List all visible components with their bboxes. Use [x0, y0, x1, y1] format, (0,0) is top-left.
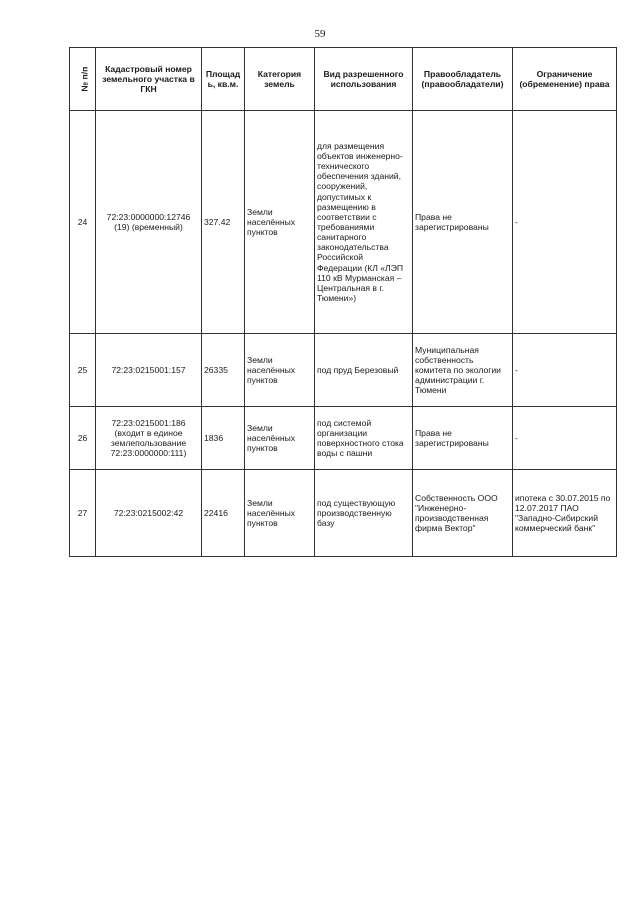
permitted-use: под пруд Березовый	[315, 334, 413, 407]
land-category: Земли населённых пунктов	[245, 407, 315, 470]
header-area: Площадь, кв.м.	[202, 48, 245, 111]
permitted-use: под существующую производственную базу	[315, 470, 413, 557]
row-number: 25	[70, 334, 96, 407]
permitted-use: под системой организации поверхностного стока воды с пашни	[315, 407, 413, 470]
table-row	[70, 111, 617, 334]
cadastral-number: 72:23:0215002:42	[96, 470, 202, 557]
header-category: Категория земель	[245, 48, 315, 111]
table-row	[70, 470, 617, 557]
area-value: 327.42	[202, 111, 245, 334]
page-number: 59	[314, 28, 326, 40]
cadastral-number: 72:23:0215001:157	[96, 334, 202, 407]
table-row	[70, 334, 617, 407]
row-number: 26	[70, 407, 96, 470]
right-holder: Муниципальная собственность комитета по экологии администрации г. Тюмени	[413, 334, 513, 407]
right-holder: Собственность ООО "Инженерно-производственная фирма Вектор"	[413, 470, 513, 557]
row-number: 24	[70, 111, 96, 334]
row-number: 27	[70, 470, 96, 557]
land-category: Земли населённых пунктов	[245, 334, 315, 407]
table-row	[70, 407, 617, 470]
area-value: 1836	[202, 407, 245, 470]
header-use: Вид разрешенного использования	[315, 48, 413, 111]
land-registry-table	[69, 47, 617, 557]
restriction: -	[513, 407, 617, 470]
header-num: № п/п	[70, 48, 96, 111]
right-holder: Права не зарегистрированы	[413, 111, 513, 334]
land-category: Земли населённых пунктов	[245, 470, 315, 557]
header-restriction: Ограничение (обременение) права	[513, 48, 617, 111]
right-holder: Права не зарегистрированы	[413, 407, 513, 470]
cadastral-number: 72:23:0215001:186 (входит в единое землепользование 72:23:0000000:111)	[96, 407, 202, 470]
header-row	[70, 48, 617, 111]
header-owner: Правообладатель (правообладатели)	[413, 48, 513, 111]
land-category: Земли населённых пунктов	[245, 111, 315, 334]
restriction: -	[513, 111, 617, 334]
area-value: 22416	[202, 470, 245, 557]
area-value: 26335	[202, 334, 245, 407]
cadastral-number: 72:23:0000000:12746 (19) (временный)	[96, 111, 202, 334]
permitted-use: для размещения объектов инженерно-технического обеспечения зданий, сооружений, допустимых к размещению в соответствии с требованиями санитарного законодательства Российской Федерации (КЛ «ЛЭП 110 кВ Мурманская – Центральная в г. Тюмени»)	[315, 111, 413, 334]
header-cadastral: Кадастровый номер земельного участка в ГКН	[96, 48, 202, 111]
restriction: -	[513, 334, 617, 407]
restriction: ипотека с 30.07.2015 по 12.07.2017 ПАО "Западно-Сибирский коммерческий банк"	[513, 470, 617, 557]
